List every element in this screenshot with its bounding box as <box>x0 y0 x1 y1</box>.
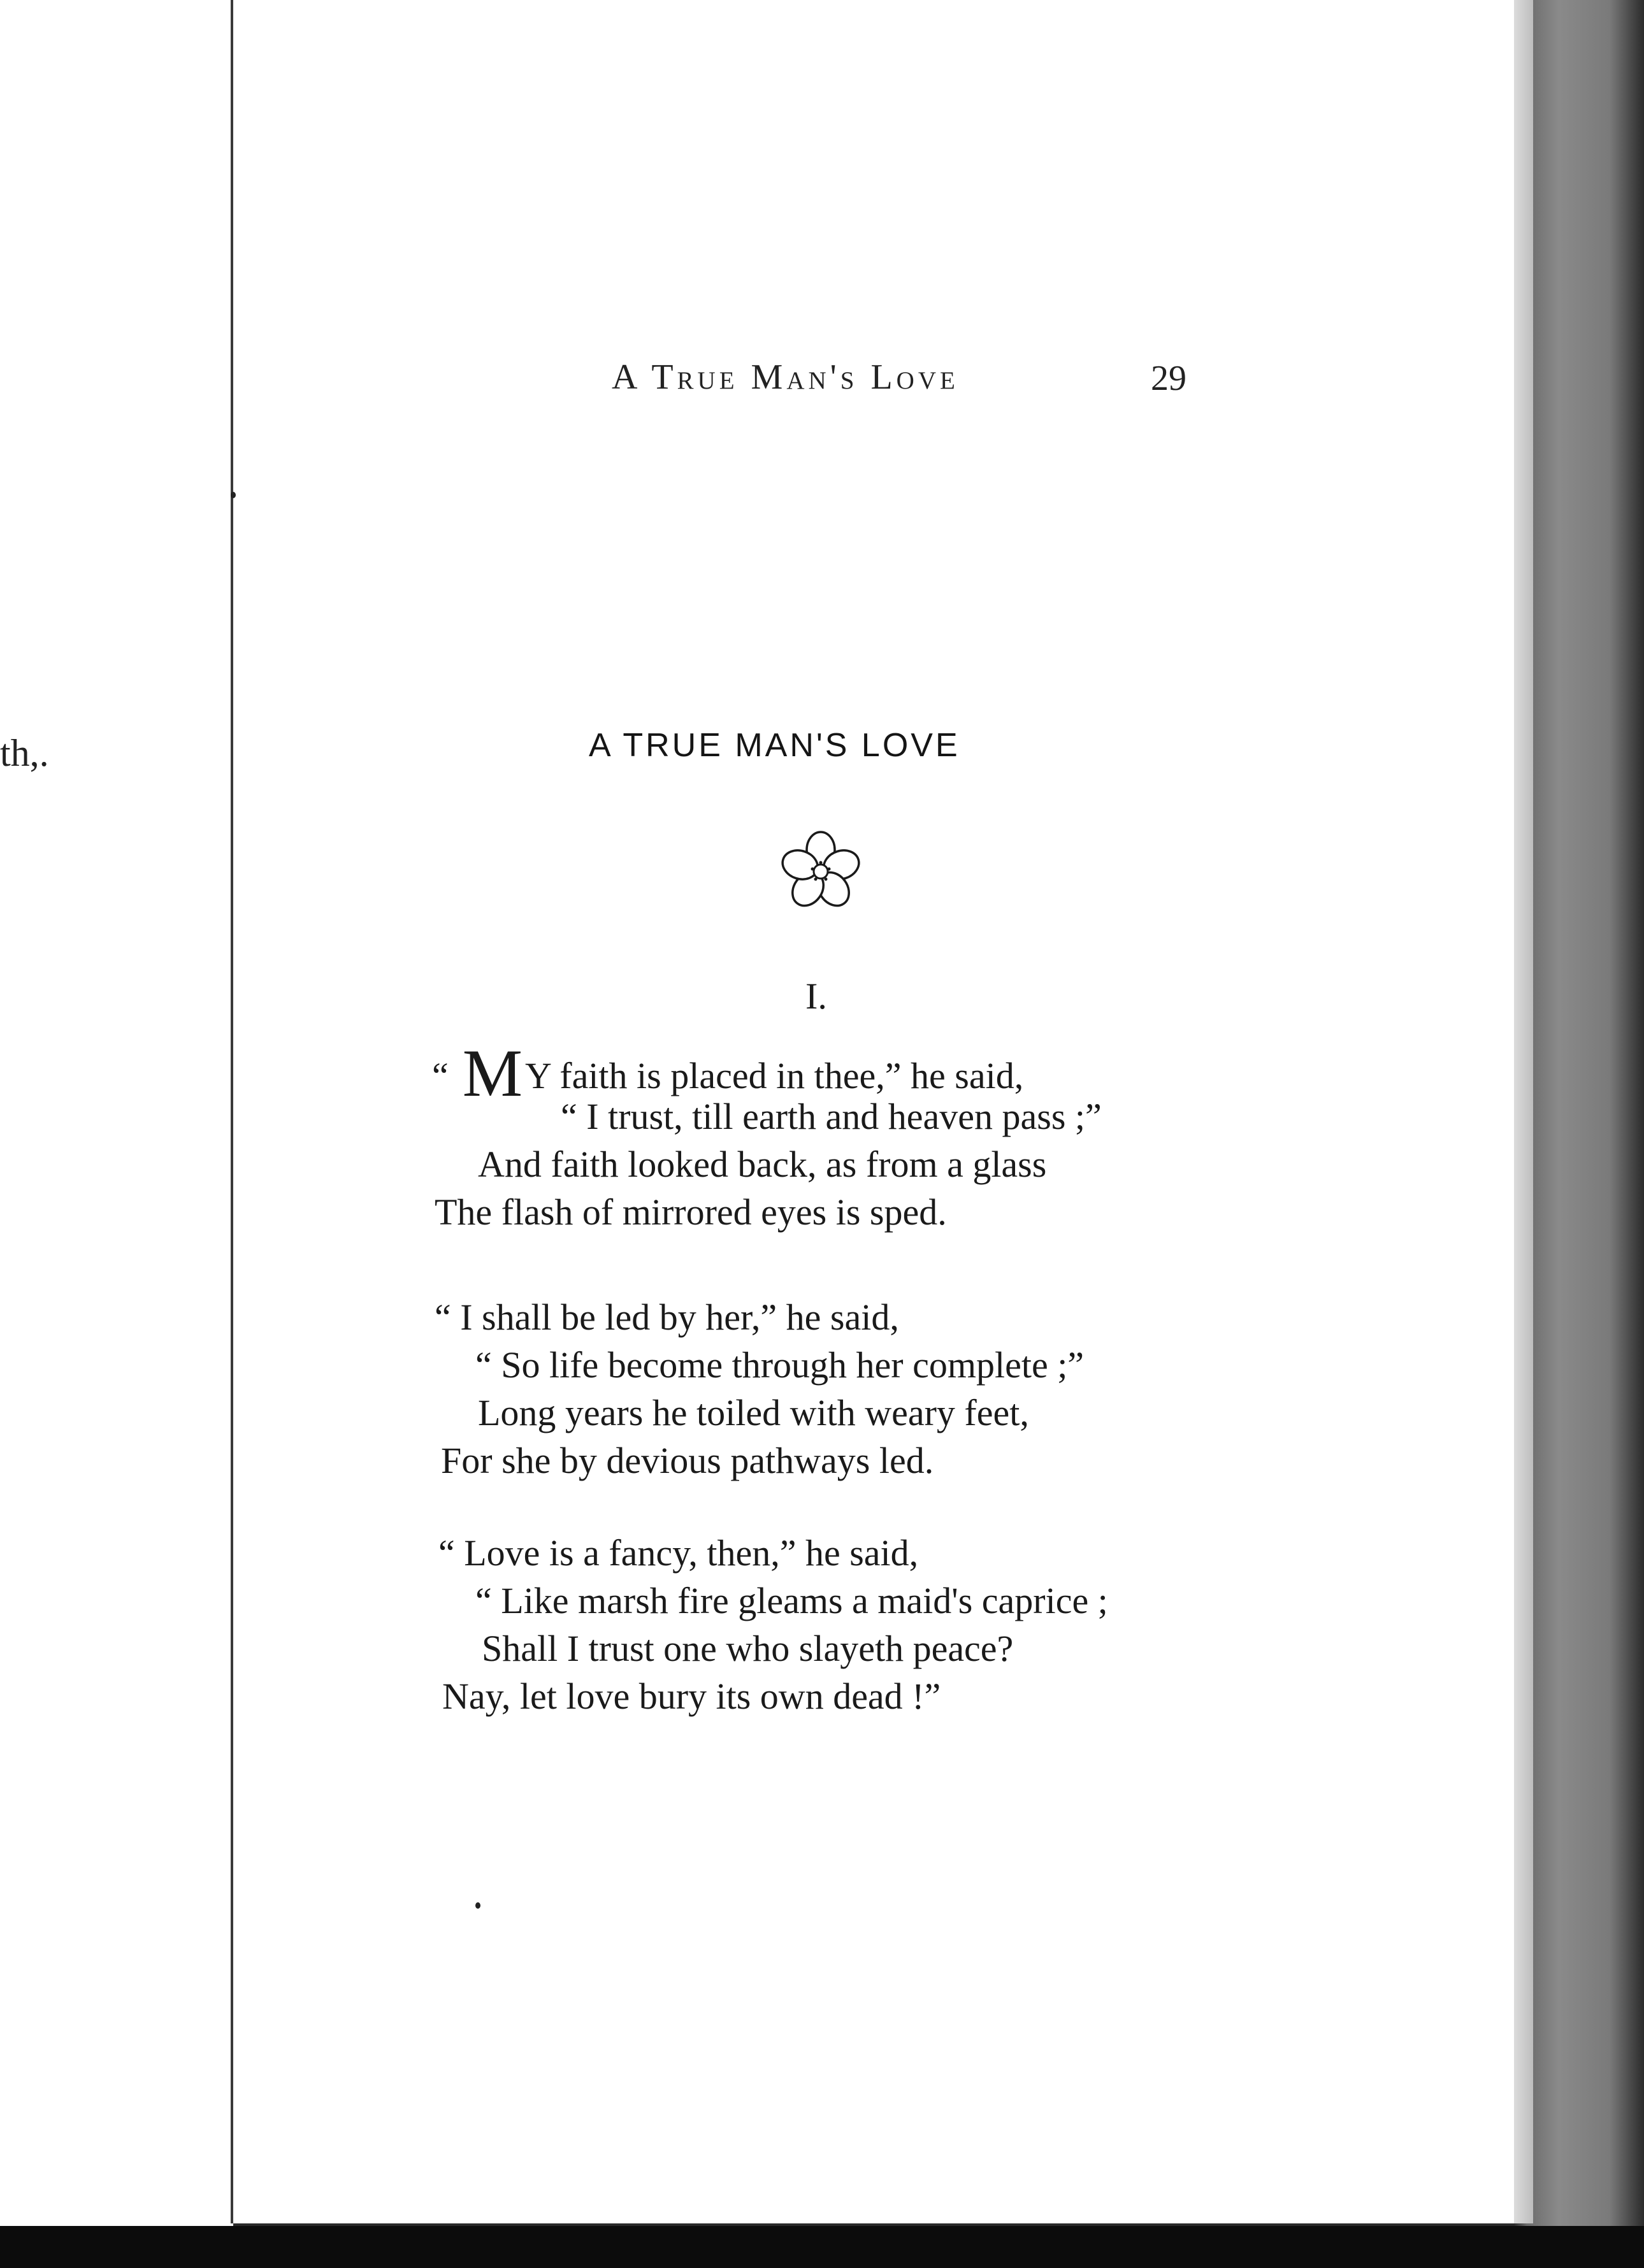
drop-cap: M <box>462 1036 523 1110</box>
running-head: A True Man's Love <box>612 357 959 397</box>
poem-line: Nay, let love bury its own dead !” <box>442 1676 941 1717</box>
left-page-text-fragment: th,. <box>0 732 49 774</box>
page-edge-strip <box>1514 0 1533 2223</box>
open-quote: “ <box>432 1055 449 1096</box>
section-number: I. <box>805 975 827 1017</box>
left-page <box>0 0 233 2223</box>
poem-line: And faith looked back, as from a glass <box>478 1144 1047 1185</box>
poem-line: The flash of mirrored eyes is sped. <box>435 1191 947 1233</box>
poem-line-text: Y faith is placed in thee,” he said, <box>525 1055 1024 1096</box>
ink-speck <box>475 1902 480 1909</box>
ink-speck <box>231 492 236 498</box>
flower-ornament-icon <box>776 827 865 916</box>
poem-title: A TRUE MAN'S LOVE <box>589 727 960 764</box>
poem-line: “ So life become through her complete ;” <box>475 1344 1085 1386</box>
bottom-shadow-band <box>0 2226 1644 2268</box>
poem-line: “ Like marsh fire gleams a maid's caprice ; <box>475 1580 1108 1621</box>
poem-line: “ I shall be led by her,” he said, <box>435 1296 899 1338</box>
poem-line: Long years he toiled with weary feet, <box>478 1392 1029 1433</box>
poem-line: For she by devious pathways led. <box>441 1440 934 1481</box>
poem-line: “ Love is a fancy, then,” he said, <box>438 1532 919 1574</box>
poem-line: Shall I trust one who slayeth peace? <box>482 1628 1014 1669</box>
poem-line: “ I trust, till earth and heaven pass ;” <box>561 1096 1102 1137</box>
page-edge-shadow <box>1514 0 1644 2268</box>
page-number: 29 <box>1151 359 1186 398</box>
